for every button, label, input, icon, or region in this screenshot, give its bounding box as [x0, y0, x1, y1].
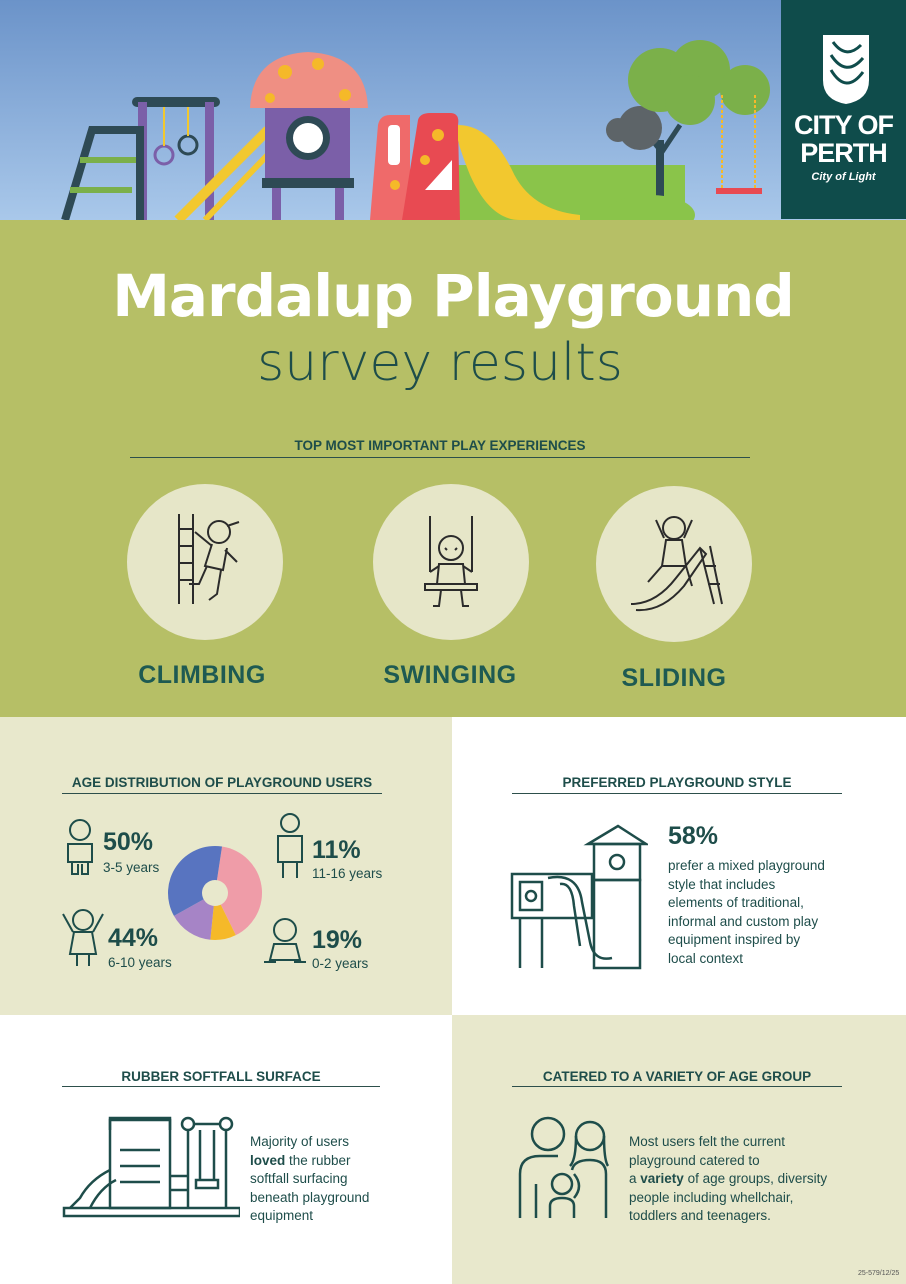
page-title: Mardalup Playground [112, 262, 794, 330]
experience-label-climbing: CLIMBING [138, 661, 266, 689]
softfall-line: beneath playground [250, 1189, 370, 1205]
softfall-rule [62, 1086, 380, 1087]
age-pct-3-5: 50% [103, 828, 154, 856]
variety-text-bold: variety [640, 1171, 684, 1186]
style-heading: PREFERRED PLAYGROUND STYLE [562, 775, 792, 790]
style-line: style that includes [668, 876, 776, 892]
sliding-circle [596, 486, 752, 642]
style-line: equipment inspired by [668, 932, 801, 947]
variety-description [629, 1133, 859, 1226]
softfall-text-pre: Majority of users [250, 1134, 350, 1149]
experiences-heading: TOP MOST IMPORTANT PLAY EXPERIENCES [294, 438, 586, 453]
climbing-child-icon [127, 484, 283, 640]
style-rule [512, 793, 842, 794]
mixed-playground-icon [508, 822, 648, 970]
city-of-perth-logo [781, 0, 906, 219]
variety-rule [512, 1086, 842, 1087]
shield-icon [781, 0, 906, 110]
logo-tagline: City of Light [811, 171, 876, 183]
style-line: prefer a mixed playground [668, 858, 825, 873]
sliding-child-icon [596, 486, 752, 642]
variety-text-post: of age groups, diversity [683, 1171, 828, 1186]
softfall-line: softfall surfacing [250, 1171, 348, 1186]
logo-line2: PERTH [800, 138, 887, 168]
pie-center-hole [202, 880, 228, 906]
age-range-6-10: 6-10 years [108, 955, 172, 970]
softfall-text-post: the rubber [285, 1152, 351, 1168]
baby-icon [260, 916, 310, 970]
hero-illustration [0, 0, 906, 220]
age-range-11-16: 11-16 years [312, 866, 383, 881]
variety-line2: playground catered to [629, 1152, 760, 1168]
family-icon [512, 1114, 612, 1224]
age-range-0-2: 0-2 years [312, 956, 369, 971]
child-icon [60, 818, 100, 878]
age-pct-11-16: 11% [312, 836, 361, 864]
style-line: informal and custom play [668, 913, 819, 929]
age-pct-6-10: 44% [108, 924, 159, 952]
softfall-text-bold: loved [250, 1152, 286, 1168]
age-rule [62, 793, 382, 794]
style-line: local context [668, 950, 744, 966]
experience-label-swinging: SWINGING [383, 661, 517, 689]
age-heading: AGE DISTRIBUTION OF PLAYGROUND USERS [71, 775, 373, 790]
age-pct-0-2: 19% [312, 926, 363, 954]
footnote-code: 25-579/12/25 [858, 1270, 900, 1277]
softfall-playground-icon [60, 1110, 240, 1220]
experiences-rule [130, 457, 750, 458]
softfall-description [250, 1133, 430, 1226]
variety-heading: CATERED TO A VARIETY OF AGE GROUP [542, 1069, 812, 1084]
style-pct: 58% [668, 822, 719, 850]
style-description [668, 857, 848, 968]
softfall-heading: RUBBER SOFTFALL SURFACE [121, 1069, 321, 1084]
style-line: elements of traditional, [668, 895, 804, 910]
age-range-3-5: 3-5 years [103, 860, 160, 875]
girl-icon [58, 906, 108, 970]
experience-label-sliding: SLIDING [621, 664, 727, 692]
variety-line5: toddlers and teenagers. [629, 1208, 771, 1223]
climbing-circle [127, 484, 283, 640]
softfall-line: equipment [250, 1208, 314, 1223]
logo-line1: CITY OF [793, 110, 893, 140]
variety-text-pre: a [629, 1171, 641, 1186]
swinging-child-icon [373, 484, 529, 640]
variety-line1: Most users felt the current [629, 1134, 786, 1149]
page-subtitle: survey results [257, 333, 623, 393]
variety-line4: people including whellchair, [629, 1189, 794, 1205]
swinging-circle [373, 484, 529, 640]
